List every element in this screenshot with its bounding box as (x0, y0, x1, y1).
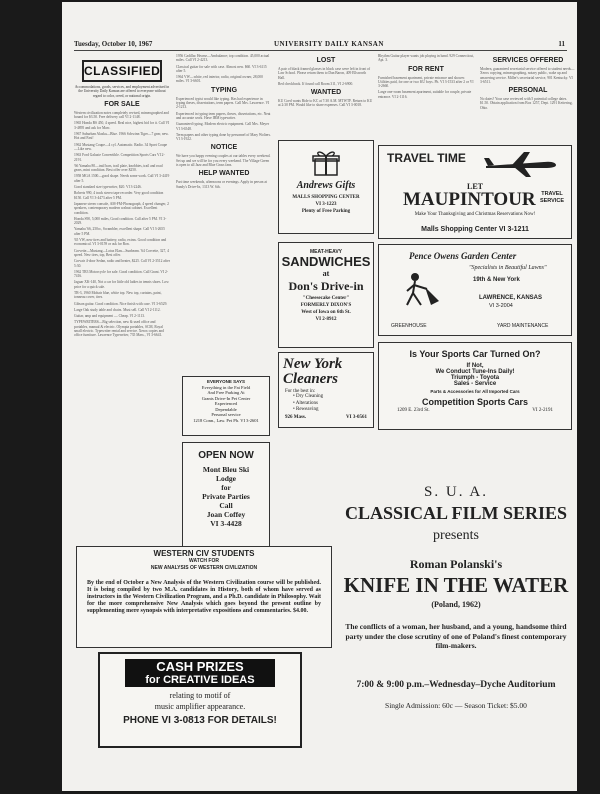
for-sale-heading: FOR SALE (104, 100, 140, 108)
personal-heading: PERSONAL (508, 87, 548, 95)
classified-ad: Corvette—Mustang—Lotus Elan—Sunbeam. '64 Corvette, 327, 4 speed. New tires, top, Best offer. (74, 248, 169, 257)
rent-ad: Furnished basement apartment, private entrance and shower. Utilities paid, for one or two KU boys. Ph. VI 3-1533 after 2 or VI 3-2660. (378, 75, 474, 89)
sports-brands: Triumph - Toyota (450, 375, 500, 381)
lodge-line: Joan Coffey (206, 510, 246, 519)
everyone-line: Everything in the Fat Field (201, 384, 251, 390)
sports-sales: Sales - Service (453, 381, 497, 387)
classified-ad: 1963 Ford Galaxie Convertible. Competition Sports Cars VI 2-2191. (74, 153, 165, 162)
lodge-line: Call (219, 501, 233, 510)
westciv-watch: WATCH FOR (189, 557, 219, 564)
classified-ad: 1958 MGA 1500—good shape. Needs some work. Call VI 3-4419 after 5. (74, 174, 170, 183)
wanted-ad: KU Coed wants Ride to KC at 7:30 A.M. MTWTF. Return to KU at 2:30 PM. Would like to share expenses. Call VI 3-0018. (278, 99, 373, 108)
cash-prizes-line3: relating to motif of (169, 691, 231, 700)
classified-ad: Roberts 990, 4 track stereo tape recorder. Very good condition $150. Call VI 3-4473 after 5 PM. (74, 191, 164, 200)
lost-ad: A pair of black framed glasses in black case were left in front of Law School. Please return them to Dan Baron, 409 Ellsworth Hall. (278, 67, 371, 80)
everyone-line: Dependable (215, 406, 237, 412)
rent-list (378, 76, 474, 99)
column-4 (378, 54, 474, 136)
film-series-ad (338, 462, 574, 752)
travel-time-label: TRAVEL TIME (387, 151, 466, 165)
column-1 (74, 54, 170, 564)
andrews-gifts-name: Andrews Gifts (296, 180, 356, 191)
cash-prizes-ad (98, 652, 302, 748)
new-york-cleaners-ad (278, 352, 374, 428)
gifts-line: VI 3-1223 (315, 202, 337, 207)
maupintour-tagline: Make Your Thanksgiving and Christmas Reservations Now! (414, 212, 536, 217)
classified-ad: Yamaha '66, 250cc, Scrambler, excellent shape. Call VI 3-2655 after 5 PM. (74, 227, 165, 236)
travel-service-label: TRAVEL SERVICE (539, 191, 565, 204)
film-presents: presents (433, 528, 479, 543)
garden-address: 19th & New York (473, 277, 520, 283)
sports-phone: VI 2-2191 (532, 408, 553, 413)
maupintour-ad (378, 145, 572, 239)
maupintour-name: MAUPINTOUR (403, 189, 536, 210)
open-now-title: OPEN NOW (198, 450, 254, 461)
classified-ad: Good standard size typewriter, $20. VI 3-2246. (74, 185, 142, 190)
dons-lines (279, 295, 373, 323)
gifts-line: MALLS SHOPPING CENTER (292, 195, 360, 200)
everyone-line: Experienced (214, 401, 238, 406)
classified-ad: 1962 Mustang Coupe—4 cyl. Automatic. Radio. 34 Sport Coupe—Like new. (74, 142, 168, 151)
cleaners-address: 926 Mass. (285, 414, 307, 420)
help-wanted-ad: Part time weekends, afternoons or evenings. Apply in person at Sandy's Drive-In, 1313 W. 6th. (176, 180, 267, 189)
meat-heavy-label: MEAT-HEAVY (309, 249, 343, 255)
westciv-subtitle: NEW ANALYSIS OF WESTERN CIVILIZATION (150, 564, 258, 571)
westciv-body: By the end of October a New Analysis of the Western Civilization course will be published. It is being compiled by two M.A. candidates in History, both of whom have served as instructors in the Western Civilization Program, and a Ph.D. candidate in Philosophy. Wait for the more comprehensive New Analysis which goes beyond the present outline by supplementing mere synopsis with interpretative expositions and commentaries. $4.00. (87, 580, 321, 614)
sports-parts: Parts & Accessories for All Imported Cars (430, 389, 520, 394)
column-2 (176, 54, 272, 354)
classified-ad: Western civilization notes completely revised, mimeographed and bound for $3.50. Free delivery call VI 2-1148. (74, 110, 169, 120)
film-title: KNIFE IN THE WATER (343, 573, 569, 597)
classified-ad: Large Oak study table and chairs. Must sell. Call VI 2-1112. (74, 307, 161, 312)
garden-city: LAWRENCE, KANSAS (479, 295, 543, 301)
classified-ad: Corvair 4-door Sedan, radio and heater, $225. Call VI 2-3512 after 5:30. (74, 259, 170, 268)
column-3 (278, 54, 374, 136)
classified-ad: Jaguar XK-140, Not a car for little old ladies in tennis shoes. Low price for a quick sale. (74, 280, 169, 289)
airplane-icon (484, 150, 559, 178)
cash-prizes-subtitle: for CREATIVE IDEAS (125, 674, 275, 687)
classified-logo: CLASSIFIED (82, 60, 162, 82)
classified-ad: '65 VW, new tires and battery, radio, extras. Good condition and economical. VI 3-0159 or ask for Ron. (74, 238, 167, 247)
lodge-line: Mont Bleu Ski (202, 465, 250, 474)
cleaners-phone: VI 3-0561 (346, 414, 367, 420)
notice-heading: NOTICE (210, 144, 238, 152)
help-wanted-heading: HELP WANTED (198, 170, 250, 178)
classified-ad: '66 Yamaha 80—trail bars, trail plate, knobbies, trail and road gears, mint condition. Best offer over $250. (74, 163, 163, 173)
newspaper-page (62, 2, 577, 791)
classified-ad: 1962 TR3 Motorcycle for sale. Good condition. Call Grant. VI 2-7416. (74, 269, 168, 279)
col2-ads-list (176, 54, 272, 84)
dons-drive-in-ad (278, 242, 374, 348)
paper-name: UNIVERSITY DAILY KANSAN (274, 40, 384, 48)
western-civ-ad (76, 546, 332, 648)
cash-prizes-title: CASH PRIZES (125, 659, 275, 674)
everyone-line: Grants Drive-In Pet Center (201, 395, 251, 401)
yard-maintenance-label: YARD MAINTENANCE (497, 323, 549, 329)
lost-heading: LOST (316, 57, 336, 64)
film-showtime: 7:00 & 9:00 p.m.–Wednesday–Dyche Auditorium (356, 679, 556, 690)
for-sale-list (74, 111, 170, 338)
page-number: 11 (558, 40, 565, 48)
everyone-says-ad (182, 376, 270, 436)
services-heading: SERVICES OFFERED (492, 57, 564, 64)
cash-prizes-phone: PHONE VI 3-0813 FOR DETAILS! (123, 715, 277, 726)
typing-heading: TYPING (210, 86, 238, 94)
cleaners-item: • Reweaving (293, 407, 319, 412)
lodge-line: VI 3-4428 (210, 519, 242, 528)
gifts-lines (279, 194, 373, 215)
dons-line: West of Iowa on 6th St. (301, 310, 351, 315)
typing-ad: Guaranteed typing. Modern electric equipment. Call Mrs. Meyer VI 3-6548. (176, 122, 270, 131)
everyone-lines (183, 385, 269, 424)
cleaners-for: For the best in: (285, 389, 316, 394)
dons-line: VI 2-8912 (315, 317, 337, 322)
typing-ad: Experienced in typing term papers, theses, dissertations, etc. Neat and accurate work. Have IBM typewriter. (176, 111, 271, 120)
garden-center-ad (378, 244, 572, 336)
dons-line: "Cheesecake Center" (302, 296, 350, 301)
sports-cars-ad (378, 342, 572, 430)
cleaners-item: • Alterations (293, 400, 318, 406)
cash-prizes-line4: music amplifier appearance. (154, 702, 246, 711)
film-series-title: CLASSICAL FILM SERIES (344, 503, 568, 523)
film-year: (Poland, 1962) (431, 600, 481, 609)
lost-list (278, 67, 374, 86)
westciv-title: WESTERN CIV STUDENTS (153, 549, 255, 558)
let-label: LET (466, 182, 483, 191)
classified-ad: TR-3, 1960 Mohair blue, white top. New top, curtains, paint, tonneau cover, tires. (74, 290, 162, 300)
lodge-lines (183, 465, 269, 528)
dons-line: FORMERLY DIXON'S (300, 303, 352, 308)
cleaners-name: New York Cleaners (283, 356, 343, 387)
services-ad: Modern, guaranteed secretarial service offered to student needs—Xerox copying, mimeographing, notary public, wake up and answering service. Miller's secretarial service, 901 Kentucky. VI 3-6511. (480, 67, 575, 84)
garden-name: Pence Owens Garden Center (409, 251, 517, 261)
rent-ad: Large one-room basement apartment, suitable for couple, private entrance. VI 2-1116. (378, 90, 472, 99)
col4-ads-list (378, 54, 474, 63)
typing-ad: Term papers and other typing done by personnel of Mary Wolters. VI 3-1922. (176, 132, 271, 142)
gardener-icon (401, 271, 441, 307)
everyone-says-title: EVERYONE SAYS (207, 379, 245, 384)
column-5 (480, 54, 576, 136)
lodge-line: Lodge (215, 474, 236, 483)
gift-box-icon (309, 147, 343, 177)
classified-ad: 1956 Cadillac Hearse—Ambulance; top condition. 45,000 actual miles. Call VI 2-4213. (176, 54, 270, 63)
garden-phone: VI 3-2004 (489, 303, 513, 309)
notice-ad: We have you happy evening couples at our tables every weekend. Set up and we will be for you every weekend. The Village Green is open to all Jazz and Blue Grass fans. (176, 154, 271, 168)
for-rent-heading: FOR RENT (408, 65, 444, 73)
dons-at: at (322, 269, 330, 278)
film-price: Single Admission: 60c — Season Ticket: $5.00 (385, 700, 527, 710)
greenhouse-label: GREENHOUSE (391, 323, 427, 329)
everyone-line: And Free Parking At (207, 390, 245, 395)
everyone-line: 1218 Conn., Law. Pet Ph. VI 3-2601 (193, 417, 259, 423)
andrews-gifts-ad (278, 140, 374, 234)
classified-ad: Gibson guitar. Good condition. Nice finish with case. VI 3-6529. (74, 301, 168, 306)
film-director: Roman Polanski's (409, 557, 503, 571)
cleaners-items (279, 394, 373, 414)
garden-tagline: "Specialists in Beautiful Lawns" (469, 265, 547, 271)
classified-ad: TYPEWRITERS—Big selection, new & used office and portables, manual & electric. Olympia portables, SCM, Royal small electric. Typewriter rental and service. Xerox copies and office furniture. Lawrence Typewriter, 735 Mass., VI 3-6641. (74, 320, 164, 338)
film-description: The conflicts of a woman, her husband, and a young, handsome third party under the close scrutiny of one of Poland's finest contemporary film-makers. (345, 622, 567, 650)
sandwiches-title: SANDWICHES (281, 254, 371, 269)
personal-ad: No dates? Your case reviewed with 5 potential college dates. $1.50. Obtain application from Box 1257, Dept. 1291 Kettering, Ohio. (480, 97, 573, 110)
classified-ad: 1965 Honda BS 450, 4 speed. Real nice, highest bid for it. Call VI 3-4895 and ask for Marc. (74, 121, 170, 130)
sports-name: Competition Sports Cars (421, 397, 528, 407)
classified-ad: Honda S90, 5,000 miles, Good condition. Call after 5 PM. VI 3-2029. (74, 216, 167, 226)
page-header (74, 40, 567, 51)
classified-ad: Rhythm Guitar player wants job playing in band. 929 Connecticut, Apt. 3. (378, 54, 474, 63)
dons-name: Don's Drive-in (288, 279, 364, 293)
lodge-line: Private Parties (202, 492, 250, 501)
everyone-line: Personal service (211, 412, 241, 417)
sports-address: 1209 E. 23rd St. (397, 408, 430, 413)
classified-ad: Japanese stereo console, AM-FM-Phonograph, 4 speed changer, 2 speakers, contemporary modern walnut cabinet. Excellent condition. (74, 201, 169, 215)
wanted-heading: WANTED (310, 89, 342, 97)
typing-ad: Experienced typist would like typing. Has had experience in typing theses, dissertations, term papers. Call Mrs. Lawrence. VI 2-1213. (176, 96, 270, 110)
classified-ad: Guitar, amp and equipment — Cheap. VI 2-1113. (74, 314, 145, 319)
intro-text: Accommodations, goods, services, and employment advertised in the University Daily Kansan are offered to everyone without regard to color, creed, or national origin. (74, 85, 170, 98)
ski-lodge-ad (182, 442, 270, 552)
classified-ad: Classical guitar for sale with case. Almost new. $60. VI 3-6115 after 5. (176, 64, 267, 73)
classified-ad: 1967 Suburban Alaska—Blue. 1966 Schwinn Tiger—7 gear, new. Hot and Fast! (74, 132, 169, 141)
sports-if-not: If Not, (466, 363, 484, 369)
lost-ad: Red checkbook. If found call Room 311, VI 2-6900. (278, 81, 354, 86)
cleaners-item: • Dry Cleaning (293, 394, 324, 399)
maupintour-contact: Malls Shopping Center VI 3-1211 (421, 226, 529, 233)
sua-label: S. U. A. (424, 484, 488, 500)
typing-list (176, 97, 272, 142)
lodge-line: for (221, 483, 231, 492)
issue-date: Tuesday, October 10, 1967 (74, 40, 153, 48)
classified-ad: 1964 VW—white, red interior, radio, original owner, 28,000 miles. VI 3-6601. (176, 75, 263, 84)
sports-question: Is Your Sports Car Turned On? (409, 349, 541, 359)
sports-tune-ins: We Conduct Tune-Ins Daily! (435, 369, 515, 375)
gifts-line: Plenty of Free Parking (301, 209, 351, 214)
